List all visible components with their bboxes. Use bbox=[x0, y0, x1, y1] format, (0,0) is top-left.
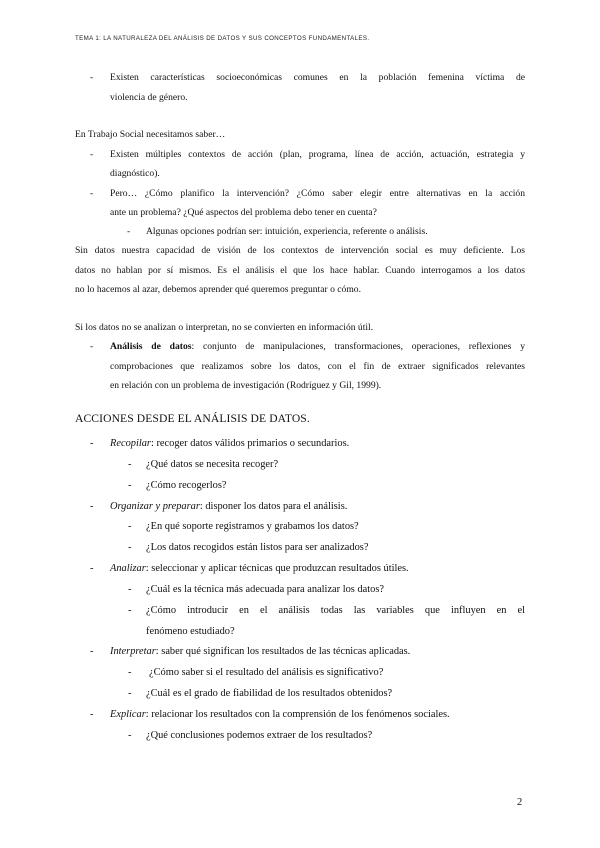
action-question: ¿Cómo saber si el resultado del análisis es significativo? bbox=[149, 667, 384, 678]
bullet-dash: - bbox=[128, 667, 132, 678]
action-question: ¿Cuál es el grado de fiabilidad de los resultados obtenidos? bbox=[146, 688, 393, 699]
bullet-dash: - bbox=[90, 72, 94, 83]
action-question: ¿Los datos recogidos están listos para ser analizados? bbox=[146, 542, 369, 553]
action-question: ¿Qué conclusiones podemos extraer de los resultados? bbox=[146, 730, 373, 741]
intro-item-line: violencia de género. bbox=[110, 92, 188, 103]
section-title: ACCIONES DESDE EL ANÁLISIS DE DATOS. bbox=[75, 412, 310, 425]
action-item bbox=[110, 437, 349, 450]
bullet-dash: - bbox=[90, 188, 94, 199]
sub-list-item: Algunas opciones podrían ser: intuición, experiencia, referente o análisis. bbox=[146, 226, 428, 237]
page-number: 2 bbox=[517, 797, 523, 808]
bullet-dash: - bbox=[128, 459, 132, 470]
bullet-dash: - bbox=[90, 501, 94, 512]
bullet-dash: - bbox=[128, 730, 132, 741]
action-item bbox=[110, 645, 410, 658]
bullet-dash: - bbox=[90, 709, 94, 720]
definition-line: comprobaciones que realizamos sobre los datos, con el fin de extraer significados relevantes bbox=[110, 361, 525, 372]
definition-text: : conjunto de manipulaciones, transformaciones, operaciones, reflexiones y bbox=[191, 341, 525, 352]
list-item-line: Pero… ¿Cómo planifico la intervención? ¿Cómo saber elegir entre alternativas en la acción bbox=[110, 188, 525, 199]
bullet-dash: - bbox=[128, 542, 132, 553]
action-question: ¿En qué soporte registramos y grabamos los datos? bbox=[146, 521, 359, 532]
action-description: : disponer los datos para el análisis. bbox=[199, 501, 348, 512]
paragraph-line: datos no hablan por sí mismos. Es el análisis el que los hace hablar. Cuando interrogamos a los datos bbox=[75, 265, 525, 276]
bullet-dash: - bbox=[90, 341, 94, 352]
action-item bbox=[110, 500, 347, 513]
bullet-dash: - bbox=[128, 480, 132, 491]
action-question: ¿Cómo introducir en el análisis todas las variables que influyen en el bbox=[146, 605, 525, 616]
action-question: ¿Qué datos se necesita recoger? bbox=[146, 459, 279, 470]
action-term: Recopilar bbox=[110, 438, 151, 449]
action-question: ¿Cómo recogerlos? bbox=[146, 480, 227, 491]
paragraph-line: no lo hacemos al azar, debemos aprender qué queremos preguntar o cómo. bbox=[75, 284, 361, 295]
intro-item-line: Existen características socioeconómicas comunes en la población femenina víctima de bbox=[110, 72, 525, 83]
bullet-dash: - bbox=[90, 438, 94, 449]
lead-sentence: En Trabajo Social necesitamos saber… bbox=[75, 129, 226, 140]
list-item-line: ante un problema? ¿Qué aspectos del problema debo tener en cuenta? bbox=[110, 207, 377, 218]
bullet-dash: - bbox=[128, 688, 132, 699]
action-term: Organizar y preparar bbox=[110, 501, 200, 512]
bullet-dash: - bbox=[90, 149, 94, 160]
list-item-line: diagnóstico). bbox=[110, 168, 160, 179]
action-item bbox=[110, 562, 409, 575]
definition-line bbox=[110, 341, 525, 353]
bullet-dash: - bbox=[127, 226, 131, 237]
action-term: Analizar bbox=[110, 563, 146, 574]
bullet-dash: - bbox=[128, 584, 132, 595]
paragraph-line: Sin datos nuestra capacidad de visión de los contextos de intervención social es muy deficiente. Los bbox=[75, 245, 525, 256]
running-header: TEMA 1: LA NATURALEZA DEL ANÁLISIS DE DATOS Y SUS CONCEPTOS FUNDAMENTALES. bbox=[75, 35, 370, 42]
definition-term: Análisis de datos bbox=[110, 341, 192, 352]
action-question: ¿Cuál es la técnica más adecuada para analizar los datos? bbox=[146, 584, 384, 595]
bullet-dash: - bbox=[90, 646, 94, 657]
action-term: Interpretar bbox=[110, 646, 156, 657]
action-question: fenómeno estudiado? bbox=[146, 626, 235, 637]
paragraph-line: Si los datos no se analizan o interpretan, no se convierten en información útil. bbox=[75, 322, 374, 333]
action-description: : saber qué significan los resultados de las técnicas aplicadas. bbox=[155, 646, 411, 657]
list-item-line: Existen múltiples contextos de acción (plan, programa, línea de acción, actuación, estrategia y bbox=[110, 149, 525, 160]
action-description: : recoger datos válidos primarios o secundarios. bbox=[150, 438, 350, 449]
bullet-dash: - bbox=[90, 563, 94, 574]
action-description: : relacionar los resultados con la comprensión de los fenómenos sociales. bbox=[145, 709, 450, 720]
definition-line: en relación con un problema de investigación (Rodríguez y Gil, 1999). bbox=[110, 380, 382, 391]
bullet-dash: - bbox=[128, 605, 132, 616]
action-item bbox=[110, 708, 450, 721]
action-term: Explicar bbox=[110, 709, 146, 720]
bullet-dash: - bbox=[128, 521, 132, 532]
action-description: : seleccionar y aplicar técnicas que produzcan resultados útiles. bbox=[145, 563, 409, 574]
